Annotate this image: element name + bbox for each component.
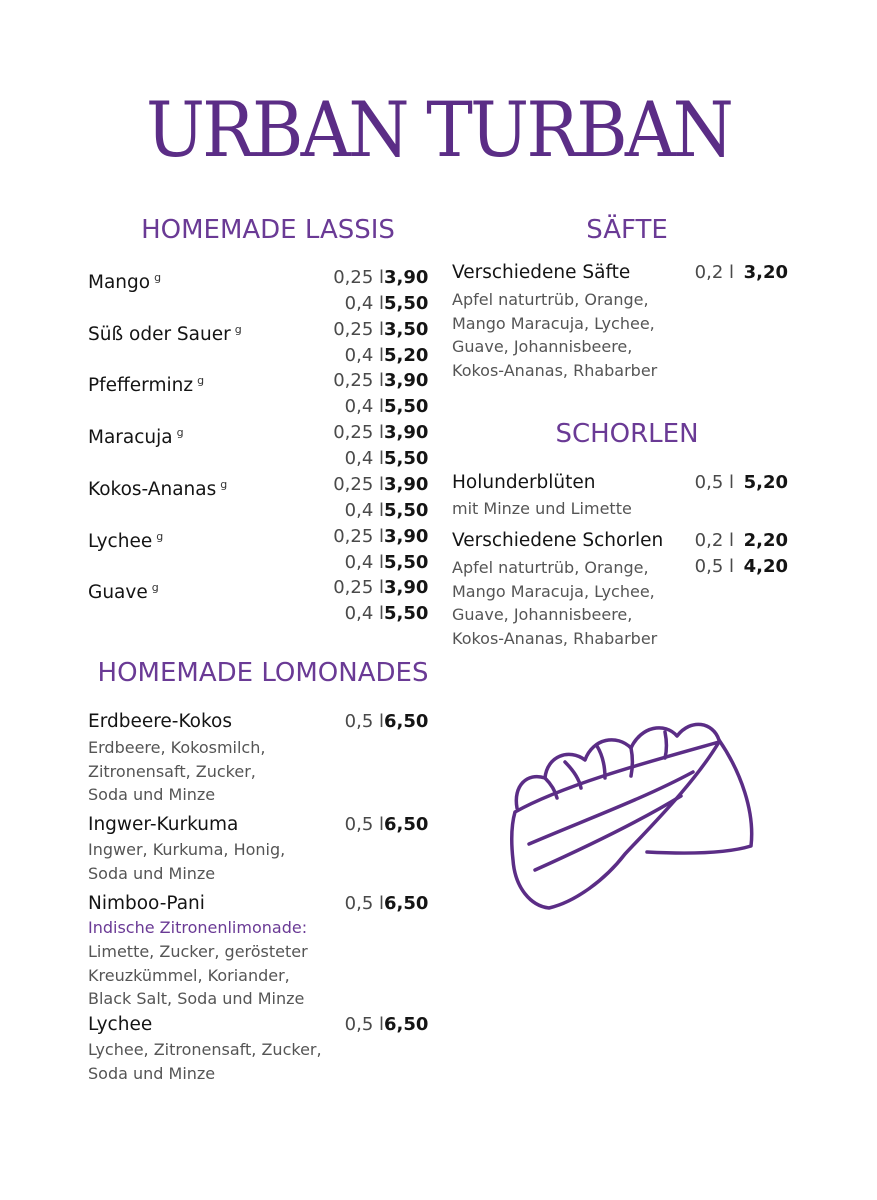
menu-item xyxy=(88,575,428,601)
item-price: 5,50 xyxy=(384,293,429,314)
item-description: Erdbeere, Kokosmilch, Zitronensaft, Zucker, Soda und Minze xyxy=(88,738,266,804)
item-volume: 0,4 l xyxy=(344,500,384,521)
item-name-text: Mango xyxy=(88,272,151,293)
item-note: g xyxy=(197,374,205,387)
item-name-text: Guave xyxy=(88,582,148,603)
item-volume: 0,25 l xyxy=(333,577,384,598)
item-price: 3,20 xyxy=(743,262,788,283)
item-note: g xyxy=(154,271,162,284)
item-price: 4,20 xyxy=(743,556,788,577)
item-price: 6,50 xyxy=(384,893,429,914)
item-price: 3,50 xyxy=(384,319,429,340)
item-price: 3,90 xyxy=(384,422,429,443)
menu-item xyxy=(452,260,792,286)
item-volume: 0,25 l xyxy=(333,319,384,340)
item-price: 3,90 xyxy=(384,526,429,547)
item-price: 3,90 xyxy=(384,577,429,598)
item-description: Apfel naturtrüb, Orange, Mango Maracuja, Lychee, Guave, Johannisbeere, Kokos-Ananas, Rhabarber xyxy=(452,558,658,648)
item-price: 6,50 xyxy=(384,1014,429,1035)
menu-item xyxy=(88,891,428,917)
item-volume: 0,5 l xyxy=(344,711,384,732)
item-note: g xyxy=(234,323,242,336)
item-description: Apfel naturtrüb, Orange, Mango Maracuja, Lychee, Guave, Johannisbeere, Kokos-Ananas, Rhabarber xyxy=(452,290,658,380)
item-price: 3,90 xyxy=(384,267,429,288)
menu-item xyxy=(88,472,428,498)
item-volume: 0,4 l xyxy=(344,396,384,417)
item-name: Nimboo-Pani xyxy=(88,893,205,914)
menu-item xyxy=(88,524,428,550)
menu-item xyxy=(88,265,428,291)
item-volume: 0,5 l xyxy=(344,893,384,914)
item-name: Erdbeere-Kokos xyxy=(88,711,233,732)
item-name-text: Lychee xyxy=(88,531,153,552)
menu-item xyxy=(88,317,428,343)
menu-item xyxy=(452,470,792,496)
menu-item-size xyxy=(88,498,428,524)
menu-item-size xyxy=(88,601,428,627)
lassis-heading: HOMEMADE LASSIS xyxy=(141,215,395,245)
menu-item-size xyxy=(88,446,428,472)
item-name-text: Kokos-Ananas xyxy=(88,479,217,500)
item-volume: 0,25 l xyxy=(333,267,384,288)
lemonades-heading: HOMEMADE LOMONADES xyxy=(97,658,429,688)
item-description: Limette, Zucker, gerösteter Kreuzkümmel, Koriander, Black Salt, Soda und Minze xyxy=(88,942,308,1008)
item-volume: 0,4 l xyxy=(344,345,384,366)
item-price: 5,50 xyxy=(384,396,429,417)
item-volume: 0,4 l xyxy=(344,448,384,469)
saefte-heading: SÄFTE xyxy=(586,215,668,245)
brand-logo: URBAN TURBAN xyxy=(145,85,732,174)
item-price: 6,50 xyxy=(384,711,429,732)
item-volume: 0,5 l xyxy=(344,1014,384,1035)
item-volume: 0,5 l xyxy=(694,556,734,577)
menu-item xyxy=(88,812,428,838)
item-volume: 0,25 l xyxy=(333,474,384,495)
menu-item-size xyxy=(88,291,428,317)
turban-icon xyxy=(505,712,761,912)
item-volume: 0,5 l xyxy=(344,814,384,835)
item-description: Ingwer, Kurkuma, Honig, Soda und Minze xyxy=(88,840,286,883)
item-description: mit Minze und Limette xyxy=(452,499,632,518)
item-note: g xyxy=(156,530,164,543)
item-name: Ingwer-Kurkuma xyxy=(88,814,239,835)
item-volume: 0,4 l xyxy=(344,293,384,314)
item-price: 5,50 xyxy=(384,500,429,521)
item-name-text: Pfefferminz xyxy=(88,375,194,396)
item-name-text: Maracuja xyxy=(88,427,173,448)
item-price: 5,20 xyxy=(384,345,429,366)
menu-item-size xyxy=(88,394,428,420)
item-volume: 0,5 l xyxy=(694,472,734,493)
menu-item xyxy=(452,528,792,554)
item-description: Lychee, Zitronensaft, Zucker, Soda und Minze xyxy=(88,1040,322,1083)
item-note: g xyxy=(176,426,184,439)
item-price: 3,90 xyxy=(384,474,429,495)
item-name: Holunderblüten xyxy=(452,472,596,493)
menu-item-size xyxy=(88,343,428,369)
item-price: 3,90 xyxy=(384,370,429,391)
item-volume: 0,2 l xyxy=(694,262,734,283)
menu-item xyxy=(88,709,428,735)
item-price: 5,20 xyxy=(743,472,788,493)
item-price: 5,50 xyxy=(384,552,429,573)
menu-item xyxy=(88,420,428,446)
item-volume: 0,4 l xyxy=(344,552,384,573)
item-price: 2,20 xyxy=(743,530,788,551)
item-volume: 0,4 l xyxy=(344,603,384,624)
menu-item-size xyxy=(88,550,428,576)
item-name: Verschiedene Schorlen xyxy=(452,530,664,551)
item-price: 5,50 xyxy=(384,603,429,624)
item-name: Verschiedene Säfte xyxy=(452,262,631,283)
item-price: 6,50 xyxy=(384,814,429,835)
item-note: g xyxy=(151,581,159,594)
item-name: Lychee xyxy=(88,1014,153,1035)
item-name-text: Süß oder Sauer xyxy=(88,324,231,345)
schorlen-heading: SCHORLEN xyxy=(555,419,699,449)
item-highlight: Indische Zitronenlimonade: xyxy=(88,918,308,937)
item-volume: 0,2 l xyxy=(694,530,734,551)
item-price: 5,50 xyxy=(384,448,429,469)
menu-item xyxy=(88,368,428,394)
item-volume: 0,25 l xyxy=(333,526,384,547)
item-volume: 0,25 l xyxy=(333,370,384,391)
item-note: g xyxy=(220,478,228,491)
item-volume: 0,25 l xyxy=(333,422,384,443)
menu-item xyxy=(88,1012,428,1038)
